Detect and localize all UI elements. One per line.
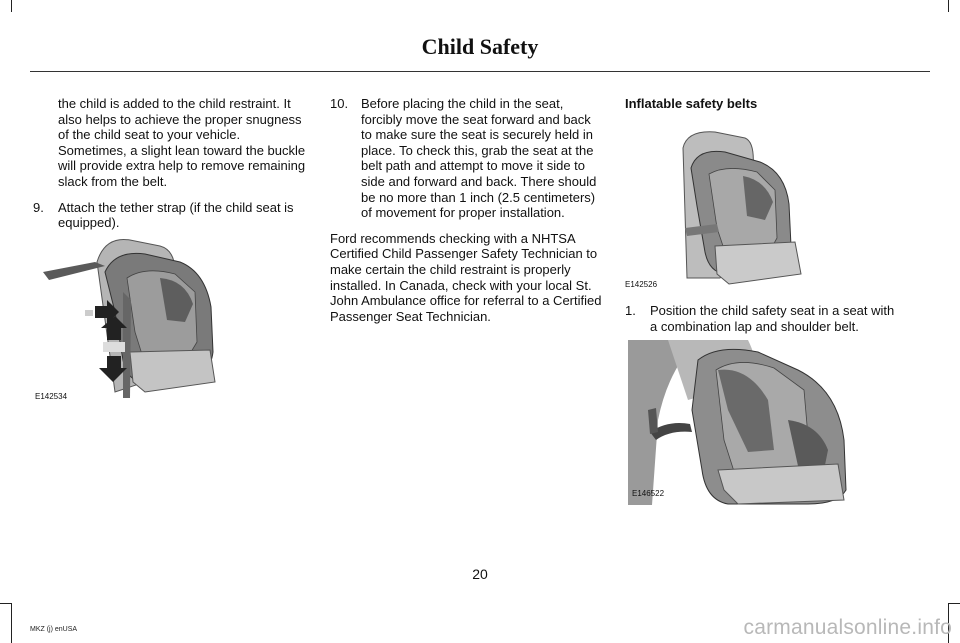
recommendation-paragraph: Ford recommends checking with a NHTSA Certified Child Passenger Safety Technician to make certain the child restraint is properly installed. In Canada, check with your local St. John Ambulance office for referral to a Certified Passenger Seat Technician. [330, 230, 602, 324]
step-number: 9. [33, 199, 44, 215]
figure-inflatable-belt-seat [625, 128, 810, 293]
figure-code: E142526 [625, 280, 658, 289]
column-right-step [625, 303, 905, 334]
crop-mark-bottom-left-h [0, 603, 12, 604]
figure-code: E142534 [35, 392, 68, 401]
column-right [625, 96, 905, 112]
header-divider [30, 71, 930, 72]
step-text: Position the child safety seat in a seat with a combination lap and shoulder belt. [650, 303, 895, 334]
step-number: 10. [330, 96, 349, 111]
page-title: Child Safety [421, 34, 539, 59]
step-number: 1. [625, 303, 636, 318]
crop-mark-bottom-left [11, 603, 12, 643]
child-seat-illustration [628, 340, 850, 505]
column-middle [330, 96, 602, 324]
crop-mark-top-right [948, 0, 949, 12]
crop-mark-bottom-right-h [948, 603, 960, 604]
tether-strap-illustration [35, 232, 230, 404]
section-heading: Inflatable safety belts [625, 96, 758, 111]
column-left [33, 96, 308, 231]
page-number: 20 [472, 566, 488, 582]
step-1 [625, 303, 905, 334]
figure-tether-strap [35, 232, 230, 404]
seat-illustration [625, 128, 810, 293]
crop-mark-top-left [11, 0, 12, 12]
watermark: carmanualsonline.info [743, 616, 952, 639]
footer-model-code: MKZ (j) enUSA [30, 626, 78, 633]
continued-paragraph: the child is added to the child restraint. It also helps to achieve the proper snugness of the child seat to your vehicle. Sometimes, a slight lean toward the buckle will provide extra help to remove remaining slack from the belt. [58, 96, 306, 189]
step-text: Before placing the child in the seat, forcibly move the seat forward and back to make sure the seat is securely held in place. To check this, grab the seat at the belt path and attempt to move it side to side and forward and back. There should be no more than 1 inch (2.5 centimeters) of movement for proper installation. [361, 96, 597, 221]
step-text: Attach the tether strap (if the child seat is equipped). [58, 199, 294, 231]
figure-code: E146522 [632, 489, 665, 498]
figure-child-seat-lap-shoulder-belt [628, 340, 850, 505]
step-9 [33, 200, 308, 231]
step-10 [330, 96, 602, 221]
